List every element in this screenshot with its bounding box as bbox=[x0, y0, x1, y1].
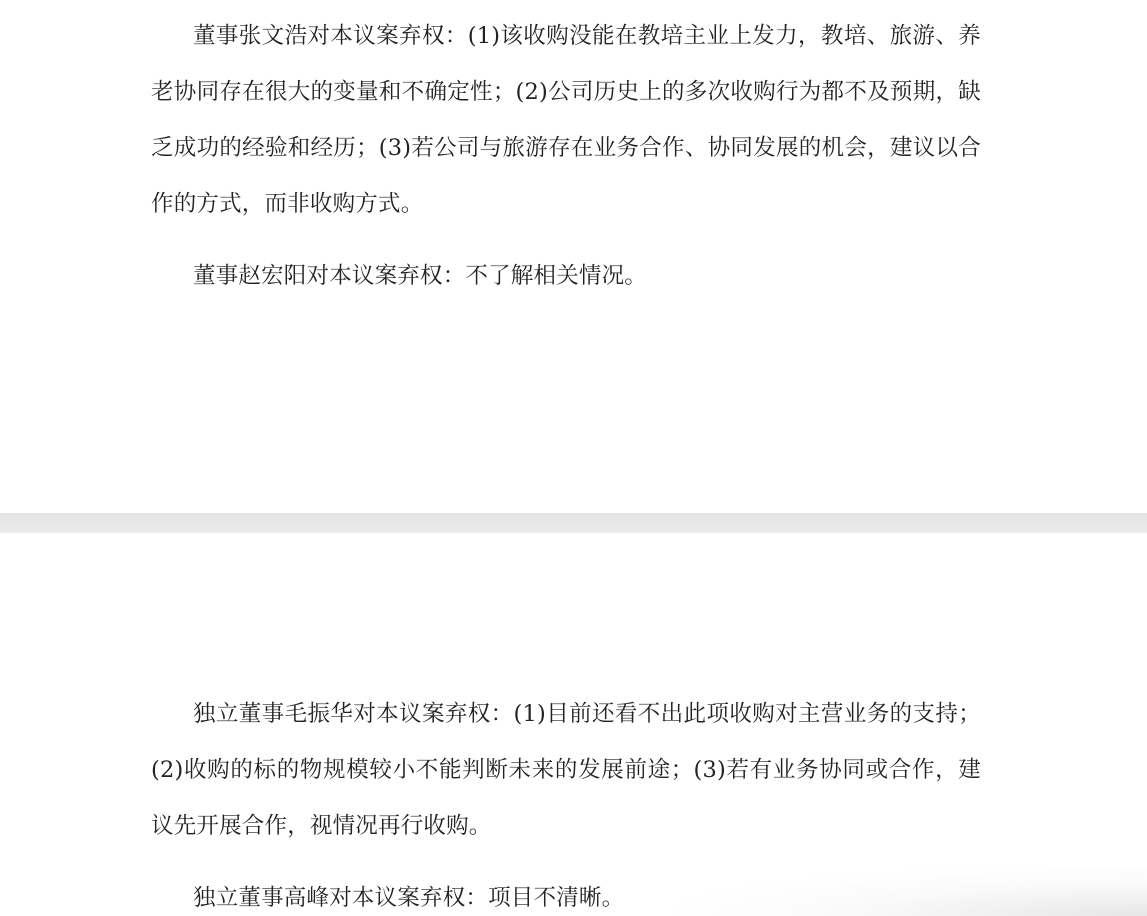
paragraph-zhang-wenhao-abstention: 董事张文浩对本议案弃权：(1)该收购没能在教培主业上发力，教培、旅游、养老协同存在很大的变量和不确定性；(2)公司历史上的多次收购行为都不及预期，缺乏成功的经验和经历；(3)若公司与旅游存在业务合作、协同发展的机会，建议以合作的方式，而非收购方式。 bbox=[151, 23, 981, 217]
paragraph-zhao-hongyang-abstention: 董事赵宏阳对本议案弃权：不了解相关情况。 bbox=[193, 263, 648, 289]
page-separator bbox=[0, 513, 1147, 533]
paragraph-mao-zhenhua-abstention: 独立董事毛振华对本议案弃权：(1)目前还看不出此项收购对主营业务的支持；(2)收购的标的物规模较小不能判断未来的发展前途；(3)若有业务协同或合作，建议先开展合作，视情况再行收购。 bbox=[151, 701, 981, 839]
document-page-2 bbox=[0, 533, 1147, 916]
paragraph-gao-feng-abstention: 独立董事高峰对本议案弃权：项目不清晰。 bbox=[193, 885, 625, 911]
